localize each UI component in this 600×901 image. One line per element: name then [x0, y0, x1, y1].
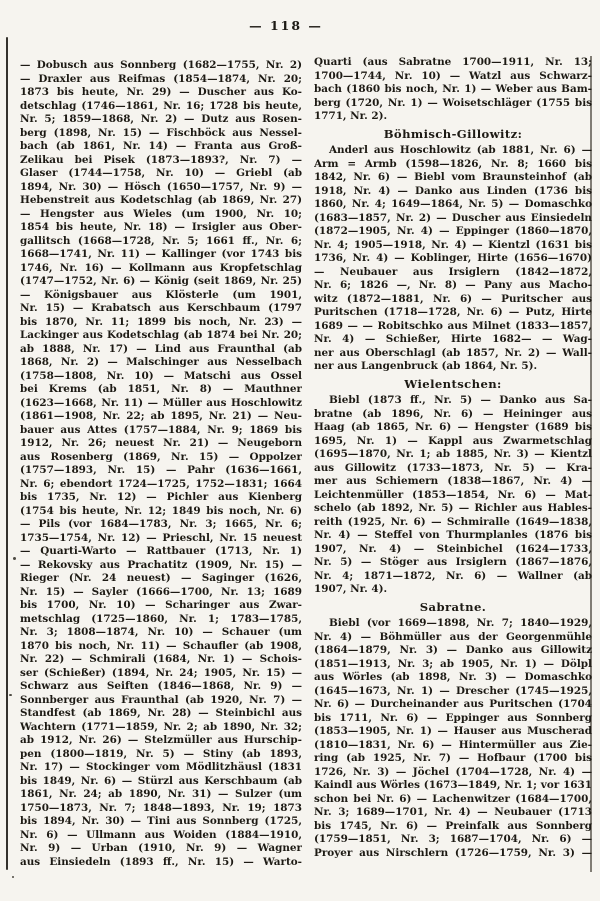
- text-line: reith (1925, Nr. 6) — Schmiralle (1649—1838,: [314, 515, 592, 528]
- text-line: Nr. 6; 1826 —, Nr. 8) — Pany aus Macho-: [314, 279, 592, 291]
- text-line: — Dobusch aus Sonnberg (1682—1755, Nr. 2): [20, 59, 302, 71]
- section-heading: Sabratne.: [419, 599, 487, 614]
- scan-speck: [13, 557, 16, 560]
- text-line: 1736, Nr. 4) — Koblinger, Hirte (1656—1670): [314, 252, 592, 264]
- text-line: berg (1720, Nr. 1) — Woisetschläger (1755 bis: [314, 96, 592, 109]
- text-line: (1872—1905, Nr. 4) — Eppinger (1860—1870,: [314, 225, 592, 237]
- text-line: (1810—1831, Nr. 6) — Hintermüller aus Zie-: [314, 738, 592, 751]
- text-line: ser (Schießer) (1894, Nr. 24; 1905, Nr. 15) —: [20, 666, 302, 679]
- text-line: bis 1700, Nr. 10) — Scharinger aus Zwar-: [20, 599, 302, 611]
- text-line: 1868, Nr. 2) — Malschinger aus Nesselbach: [20, 356, 302, 368]
- text-line: — Hengster aus Wieles (um 1900, Nr. 10;: [20, 207, 302, 220]
- text-line: ner aus Langenbruck (ab 1864, Nr. 5).: [314, 360, 538, 372]
- text-line: 1750—1873, Nr. 7; 1848—1893, Nr. 19; 1873: [20, 801, 302, 814]
- text-line: Kaindl aus Wörles (1673—1849, Nr. 1; vor 1631: [314, 779, 592, 791]
- text-line: — Draxler aus Reifmas (1854—1874, Nr. 20;: [20, 72, 302, 85]
- text-line: Nr. 4; 1871—1872, Nr. 6) — Wallner (ab: [314, 569, 592, 582]
- text-line: 1861, Nr. 24; ab 1890, Nr. 31) — Sulzer (um: [20, 788, 302, 800]
- text-line: 1873 bis heute, Nr. 29) — Duscher aus Ko-: [20, 86, 302, 98]
- text-line: bis 1894, Nr. 30) — Tini aus Sonnberg (1725,: [20, 815, 302, 827]
- text-line: (1754 bis heute, Nr. 12; 1849 bis noch, Nr. 6): [20, 504, 302, 517]
- text-line: Quarti (aus Sabratne 1700—1911, Nr. 13;: [314, 56, 592, 68]
- text-line: bis 1711, Nr. 6) — Eppinger aus Sonnberg: [314, 711, 592, 724]
- text-line: mer aus Schiemern (1838—1867, Nr. 4) —: [314, 475, 592, 487]
- text-line: Nr. 4) — Steffel von Thurmplanles (1876 bis: [314, 529, 592, 541]
- left-text-column: [20, 59, 302, 869]
- text-line: — Rekovsky aus Prachatitz (1909, Nr. 15) —: [20, 558, 302, 571]
- text-line: bach (1860 bis noch, Nr. 1) — Weber aus Bam-: [314, 83, 592, 95]
- text-line: aus Rosenberg (1869, Nr. 15) — Oppolzer: [20, 450, 302, 463]
- scan-speck: [12, 876, 14, 878]
- text-line: Nr. 17) — Stockinger vom Mödlitzhäusl (1831: [20, 761, 302, 773]
- text-line: 1771, Nr. 2).: [314, 110, 388, 122]
- text-line: berg (1898, Nr. 15) — Fischböck aus Nessel-: [20, 126, 302, 139]
- text-line: aus Gillowitz (1733—1873, Nr. 5) — Kra-: [314, 461, 592, 474]
- text-line: gallitsch (1668—1728, Nr. 5; 1661 ff., Nr. 6;: [20, 234, 302, 247]
- text-line: Zelikau bei Pisek (1873—1893?, Nr. 7) —: [20, 153, 302, 166]
- text-line: Nr. 22) — Schmirali (1684, Nr. 1) — Schois-: [20, 653, 302, 665]
- text-line: bach (ab 1861, Nr. 14) — Franta aus Groß-: [20, 140, 302, 152]
- text-line: Puritschen (1718—1728, Nr. 6) — Putz, Hirte: [314, 306, 592, 318]
- text-line: Nr. 3; 1689—1701, Nr. 4) — Neubauer (1713: [314, 806, 592, 818]
- text-line: (1757—1893, Nr. 15) — Pahr (1636—1661,: [20, 464, 302, 476]
- text-line: — Quarti-Warto — Rattbauer (1713, Nr. 1): [20, 545, 302, 557]
- text-line: Sonnberger aus Fraunthal (ab 1920, Nr. 7) —: [20, 693, 302, 706]
- text-line: 1894, Nr. 30) — Hösch (1650—1757, Nr. 9) —: [20, 180, 302, 193]
- text-line: bis 1745, Nr. 6) — Preinfalk aus Sonnberg: [314, 819, 592, 832]
- text-line: (1747—1752, Nr. 6) — König (seit 1869, Nr. 25): [20, 275, 302, 287]
- text-line: detschlag (1746—1861, Nr. 16; 1728 bis heute,: [20, 99, 302, 112]
- text-line: 1918, Nr. 4) — Danko aus Linden (1736 bis: [314, 184, 592, 197]
- text-line: (1759—1851, Nr. 3; 1687—1704, Nr. 6) —: [314, 833, 592, 845]
- text-line: Proyer aus Nirschlern (1726—1759, Nr. 3) —: [314, 846, 592, 859]
- text-line: Arm = Armb (1598—1826, Nr. 8; 1660 bis: [314, 157, 592, 170]
- text-line: schelo (ab 1892, Nr. 5) — Richler aus Hables-: [314, 502, 592, 514]
- text-line: schon bei Nr. 6) — Lachenwitzer (1684—1700,: [314, 792, 592, 805]
- page-number-header: — 118 —: [249, 18, 323, 33]
- text-line: Wachtern (1771—1859, Nr. 2; ab 1890, Nr. 32;: [20, 720, 302, 733]
- text-line: — Neubauer aus Irsiglern (1842—1872,: [314, 265, 592, 278]
- text-line: — Königsbauer aus Klösterle (um 1901,: [20, 288, 302, 301]
- text-line: witz (1872—1881, Nr. 6) — Puritscher aus: [314, 292, 592, 305]
- text-line: 1689 — — Robitschko aus Milnet (1833—1857,: [314, 319, 592, 332]
- text-line: Nr. 5) — Stöger aus Irsiglern (1867—1876,: [314, 556, 592, 568]
- text-line: ring (ab 1925, Nr. 7) — Hofbaur (1700 bis: [314, 752, 592, 764]
- text-line: 1668—1741, Nr. 11) — Kallinger (vor 1743 bis: [20, 248, 302, 260]
- text-line: metschlag (1725—1860, Nr. 1; 1783—1785,: [20, 612, 302, 625]
- text-line: (1851—1913, Nr. 3; ab 1905, Nr. 1) — Dölpl: [314, 657, 592, 670]
- text-line: 1735—1754, Nr. 12) — Prieschl, Nr. 15 neuest: [20, 531, 302, 544]
- text-line: ab 1888, Nr. 17) — Lind aus Fraunthal (ab: [20, 342, 302, 355]
- text-line: Nr. 15) — Krabatsch aus Kerschbaum (1797: [20, 302, 302, 314]
- text-line: Nr. 15) — Sayler (1666—1700, Nr. 13; 1689: [20, 585, 302, 598]
- text-line: — Pils (vor 1684—1783, Nr. 3; 1665, Nr. 6;: [20, 518, 302, 530]
- text-line: Schwarz aus Seiften (1846—1868, Nr. 9) —: [20, 680, 302, 692]
- text-line: 1700—1744, Nr. 10) — Watzl aus Schwarz-: [314, 69, 592, 82]
- text-line: Leichtenmüller (1853—1854, Nr. 6) — Mat-: [314, 488, 592, 501]
- text-line: (1623—1668, Nr. 11) — Müller aus Hoschlowitz: [20, 396, 302, 409]
- text-line: (1864—1879, Nr. 3) — Danko aus Gillowitz: [314, 644, 592, 656]
- text-line: Hebenstreit aus Kodetschlag (ab 1869, Nr. 27): [20, 194, 302, 206]
- text-line: Haag (ab 1865, Nr. 6) — Hengster (1689 bis: [314, 421, 592, 433]
- text-line: Nr. 4) — Schießer, Hirte 1682— — Wag-: [314, 333, 592, 345]
- text-line: 1695, Nr. 1) — Kappl aus Zwarmetschlag: [314, 434, 592, 447]
- text-line: 1870 bis noch, Nr. 11) — Schaufler (ab 1908,: [20, 639, 302, 652]
- text-line: 1842, Nr. 6) — Biebl vom Braunsteinhof (ab: [314, 171, 592, 183]
- text-line: Standfest (ab 1869, Nr. 28) — Steinbichl aus: [20, 707, 302, 719]
- text-line: (1695—1870, Nr. 1; ab 1885, Nr. 3) — Kientzl: [314, 448, 592, 460]
- text-line: ner aus Oberschlagl (ab 1857, Nr. 2) — Wall-: [314, 346, 592, 359]
- text-line: Nr. 5; 1859—1868, Nr. 2) — Dutz aus Rosen-: [20, 113, 302, 125]
- text-line: bis 1849, Nr. 6) — Stürzl aus Kerschbaum (ab: [20, 774, 302, 787]
- text-line: Glaser (1744—1758, Nr. 10) — Griebl (ab: [20, 167, 302, 179]
- text-line: Rieger (Nr. 24 neuest) — Saginger (1626,: [20, 572, 302, 584]
- text-line: (1683—1857, Nr. 2) — Duscher aus Einsiedeln: [314, 211, 592, 224]
- text-line: Nr. 3; 1808—1874, Nr. 10) — Schauer (um: [20, 626, 302, 638]
- text-line: bis 1735, Nr. 12) — Pichler aus Kienberg: [20, 491, 302, 503]
- text-line: bauer aus Attes (1757—1884, Nr. 9; 1869 bis: [20, 423, 302, 436]
- text-line: Lackinger aus Kodetschlag (ab 1874 bei Nr. 20;: [20, 329, 302, 341]
- text-line: 1746, Nr. 16) — Kollmann aus Kropfetschlag: [20, 261, 302, 274]
- text-line: 1907, Nr. 4) — Steinbichel (1624—1733,: [314, 542, 592, 555]
- text-line: 1860, Nr. 4; 1649—1864, Nr. 5) — Domaschko: [314, 198, 592, 210]
- text-line: pen (1800—1819, Nr. 5) — Stiny (ab 1893,: [20, 747, 302, 760]
- section-heading: Wielentschen:: [404, 376, 502, 391]
- text-line: Anderl aus Hoschlowitz (ab 1881, Nr. 6) —: [329, 144, 592, 156]
- text-line: (1861—1908, Nr. 22; ab 1895, Nr. 21) — Neu-: [20, 410, 302, 422]
- text-line: Nr. 6) — Ullmann aus Woiden (1884—1910,: [20, 828, 302, 841]
- text-line: ab 1912, Nr. 26) — Stelzmüller aus Hurschip-: [20, 734, 302, 746]
- text-line: bis 1870, Nr. 11; 1899 bis noch, Nr. 23) —: [20, 315, 302, 328]
- scan-edge-left-line: [6, 37, 8, 870]
- text-line: 1726, Nr. 3) — Jöchel (1704—1728, Nr. 4) —: [314, 765, 592, 778]
- text-line: bratne (ab 1896, Nr. 6) — Heininger aus: [314, 407, 592, 420]
- text-line: Biebl (vor 1669—1898, Nr. 7; 1840—1929,: [329, 617, 592, 629]
- text-line: Nr. 4; 1905—1918, Nr. 4) — Kientzl (1631 bis: [314, 238, 592, 251]
- text-line: 1854 bis heute, Nr. 18) — Irsigler aus Ober-: [20, 221, 302, 233]
- text-line: aus Wörles (ab 1898, Nr. 3) — Domaschko: [314, 671, 592, 683]
- text-line: (1853—1905, Nr. 1) — Hauser aus Muscherad: [314, 725, 592, 737]
- text-line: (1758—1808, Nr. 10) — Matschi aus Ossel: [20, 369, 302, 382]
- text-line: Nr. 6) — Durcheinander aus Puritschen (1704: [314, 698, 592, 710]
- text-line: Biebl (1873 ff., Nr. 5) — Danko aus Sa-: [329, 394, 592, 406]
- text-line: bei Krems (ab 1851, Nr. 8) — Mauthner: [20, 383, 302, 395]
- text-line: aus Einsiedeln (1893 ff., Nr. 15) — Warto-: [20, 855, 302, 868]
- text-line: Nr. 6; ebendort 1724—1725, 1752—1831; 1664: [20, 477, 302, 490]
- scan-speck: [9, 694, 12, 696]
- section-heading: Böhmisch-Gillowitz:: [383, 126, 523, 141]
- right-text-column: [314, 56, 592, 860]
- text-line: Nr. 9) — Urban (1910, Nr. 9) — Wagner: [20, 842, 302, 854]
- text-line: Nr. 4) — Böhmüller aus der Georgenmühle: [314, 630, 592, 643]
- text-line: (1645—1673, Nr. 1) — Drescher (1745—1925,: [314, 684, 592, 697]
- text-line: 1907, Nr. 4).: [314, 583, 388, 595]
- text-line: 1912, Nr. 26; neuest Nr. 21) — Neugeborn: [20, 437, 302, 449]
